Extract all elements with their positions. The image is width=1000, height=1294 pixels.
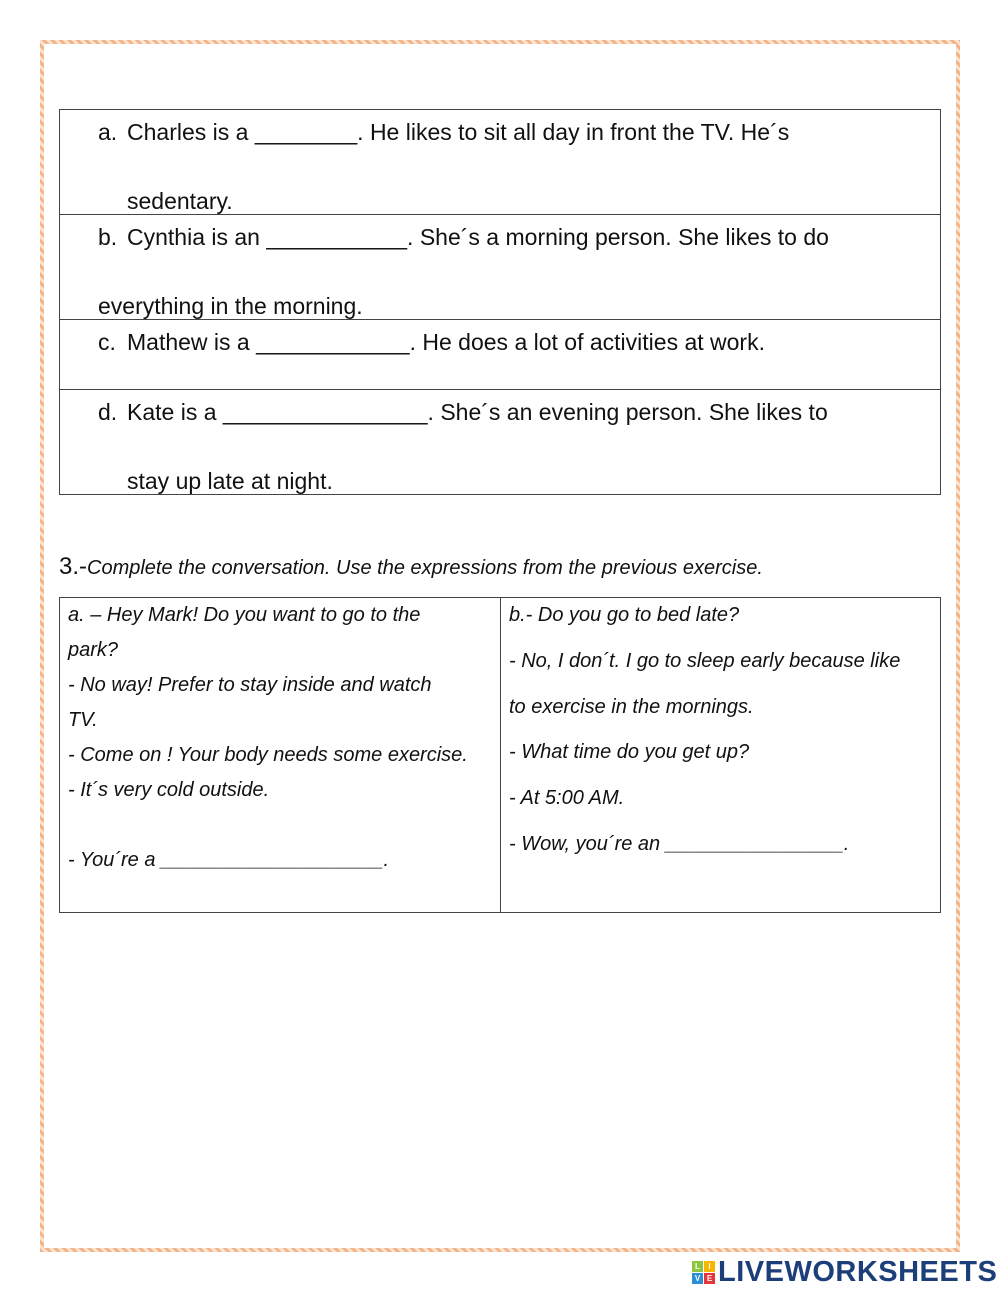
row-text-cont: sedentary. [127,188,233,214]
conversation-table [59,597,941,913]
logo-blocks-icon [692,1261,715,1284]
conv-b-line: to exercise in the mornings. [509,696,754,718]
conv-b-line: - Wow, you´re an ________________. [509,833,850,855]
logo-block: I [704,1261,715,1272]
row-text-cont: everything in the morning. [98,293,363,319]
exercise-instruction: Complete the conversation. Use the expressions from the previous exercise. [87,557,763,579]
row-letter: c. [98,329,116,355]
row-letter: d. [98,399,118,425]
logo-block: E [704,1273,715,1284]
row-text-cont: stay up late at night. [127,468,333,494]
conv-a-line: - Come on ! Your body needs some exercise. [68,744,468,766]
liveworksheets-logo [692,1256,997,1289]
logo-text: LIVEWORKSHEETS [718,1256,998,1288]
conv-b-line: - At 5:00 AM. [509,787,625,809]
logo-block: V [692,1273,703,1284]
conv-b-line: - No, I don´t. I go to sleep early because like [509,650,901,672]
exercise-2-table [59,109,941,495]
row-text: Charles is a ________. He likes to sit all day in front the TV. He´s [127,119,790,145]
conv-a-line: - It´s very cold outside. [68,779,270,801]
conv-a-line: park? [68,639,119,661]
conv-b-line: b.- Do you go to bed late? [509,604,740,626]
row-letter: b. [98,224,118,250]
exercise-number: 3.- [59,553,88,580]
exercise-3-heading [59,553,763,581]
conv-a-line: - No way! Prefer to stay inside and watch [68,674,432,696]
row-text: Mathew is a ____________. He does a lot of activities at work. [127,329,765,355]
conv-a-line: a. – Hey Mark! Do you want to go to the [68,604,421,626]
logo-block: L [692,1261,703,1272]
conv-b-line: - What time do you get up? [509,741,750,763]
row-text: Cynthia is an ___________. She´s a morning person. She likes to do [127,224,829,250]
conv-a-line: - You´re a ____________________. [68,849,390,871]
row-letter: a. [98,119,118,145]
conv-a-line: TV. [68,709,98,731]
column-divider [500,598,501,912]
row-text: Kate is a ________________. She´s an evening person. She likes to [127,399,828,425]
